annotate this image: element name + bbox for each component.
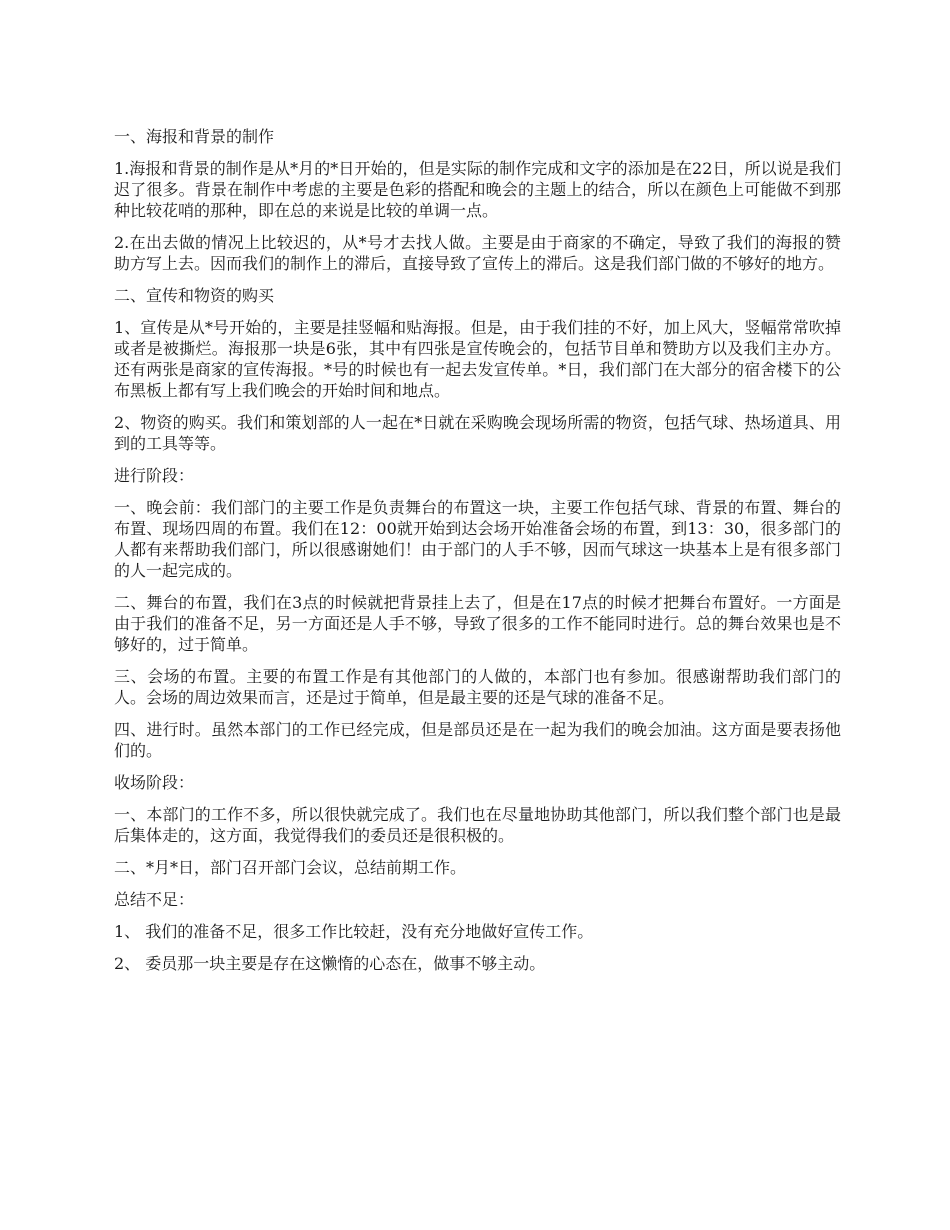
heading-in-progress: 进行阶段： xyxy=(114,466,195,485)
paragraph-venue-setup: 三、会场的布置。主要的布置工作是有其他部门的人做的，本部门也有参加。很感谢帮助我们部门的人。会场的周边效果而言，还是过于简单，但是最主要的还是气球的准备不足。 xyxy=(114,667,841,707)
paragraph-before-party: 一、晚会前：我们部门的主要工作是负责舞台的布置这一块，主要工作包括气球、背景的布置、舞台的布置、现场四周的布置。我们在12：00就开始到达会场开始准备会场的布置，到13：30，很多部门的人都有来帮助我们部门，所以很感谢她们！由于部门的人手不够，因而气球这一块基本上是有很多部门的人一起完成的。 xyxy=(114,498,841,580)
paragraph-shortcoming-1: 1、 我们的准备不足，很多工作比较赶，没有充分地做好宣传工作。 xyxy=(114,922,594,941)
heading-closing-stage: 收场阶段： xyxy=(114,773,195,792)
heading-publicity-supplies: 二、宣传和物资的购买 xyxy=(114,286,275,305)
heading-poster-background: 一、海报和背景的制作 xyxy=(114,127,275,146)
document-body xyxy=(114,126,841,985)
paragraph-during-event: 四、进行时。虽然本部门的工作已经完成，但是部员还是在一起为我们的晚会加油。这方面是要表扬他们的。 xyxy=(114,720,841,760)
paragraph-shortcoming-2: 2、 委员那一块主要是存在这懒惰的心态在，做事不够主动。 xyxy=(114,954,546,973)
paragraph-stage-setup: 二、舞台的布置，我们在3点的时候就把背景挂上去了，但是在17点的时候才把舞台布置好。一方面是由于我们的准备不足，另一方面还是人手不够，导致了很多的工作不能同时进行。总的舞台效果也是不够好的，过于简单。 xyxy=(114,593,841,654)
paragraph-supplies: 2、物资的购买。我们和策划部的人一起在*日就在采购晚会现场所需的物资，包括气球、热场道具、用到的工具等等。 xyxy=(114,413,841,453)
paragraph-department-meeting: 二、*月*日，部门召开部门会议，总结前期工作。 xyxy=(114,858,467,877)
paragraph-closing-work: 一、本部门的工作不多，所以很快就完成了。我们也在尽量地协助其他部门，所以我们整个部门也是最后集体走的，这方面，我觉得我们的委员还是很积极的。 xyxy=(114,805,841,845)
paragraph-poster-delay: 2.在出去做的情况上比较迟的，从*号才去找人做。主要是由于商家的不确定，导致了我们的海报的赞助方写上去。因而我们的制作上的滞后，直接导致了宣传上的滞后。这是我们部门做的不够好的地方。 xyxy=(114,233,841,273)
paragraph-poster-timing: 1.海报和背景的制作是从*月的*日开始的，但是实际的制作完成和文字的添加是在22日，所以说是我们迟了很多。背景在制作中考虑的主要是色彩的搭配和晚会的主题上的结合，所以在颜色上可能做不到那种比较花哨的那种，即在总的来说是比较的单调一点。 xyxy=(114,159,841,220)
heading-shortcomings: 总结不足： xyxy=(114,890,195,909)
paragraph-publicity: 1、宣传是从*号开始的，主要是挂竖幅和贴海报。但是，由于我们挂的不好，加上风大，竖幅常常吹掉或者是被撕烂。海报那一块是6张，其中有四张是宣传晚会的，包括节目单和赞助方以及我们主办方。还有两张是商家的宣传海报。*号的时候也有一起去发宣传单。*日，我们部门在大部分的宿舍楼下的公布黑板上都有写上我们晚会的开始时间和地点。 xyxy=(114,318,841,400)
